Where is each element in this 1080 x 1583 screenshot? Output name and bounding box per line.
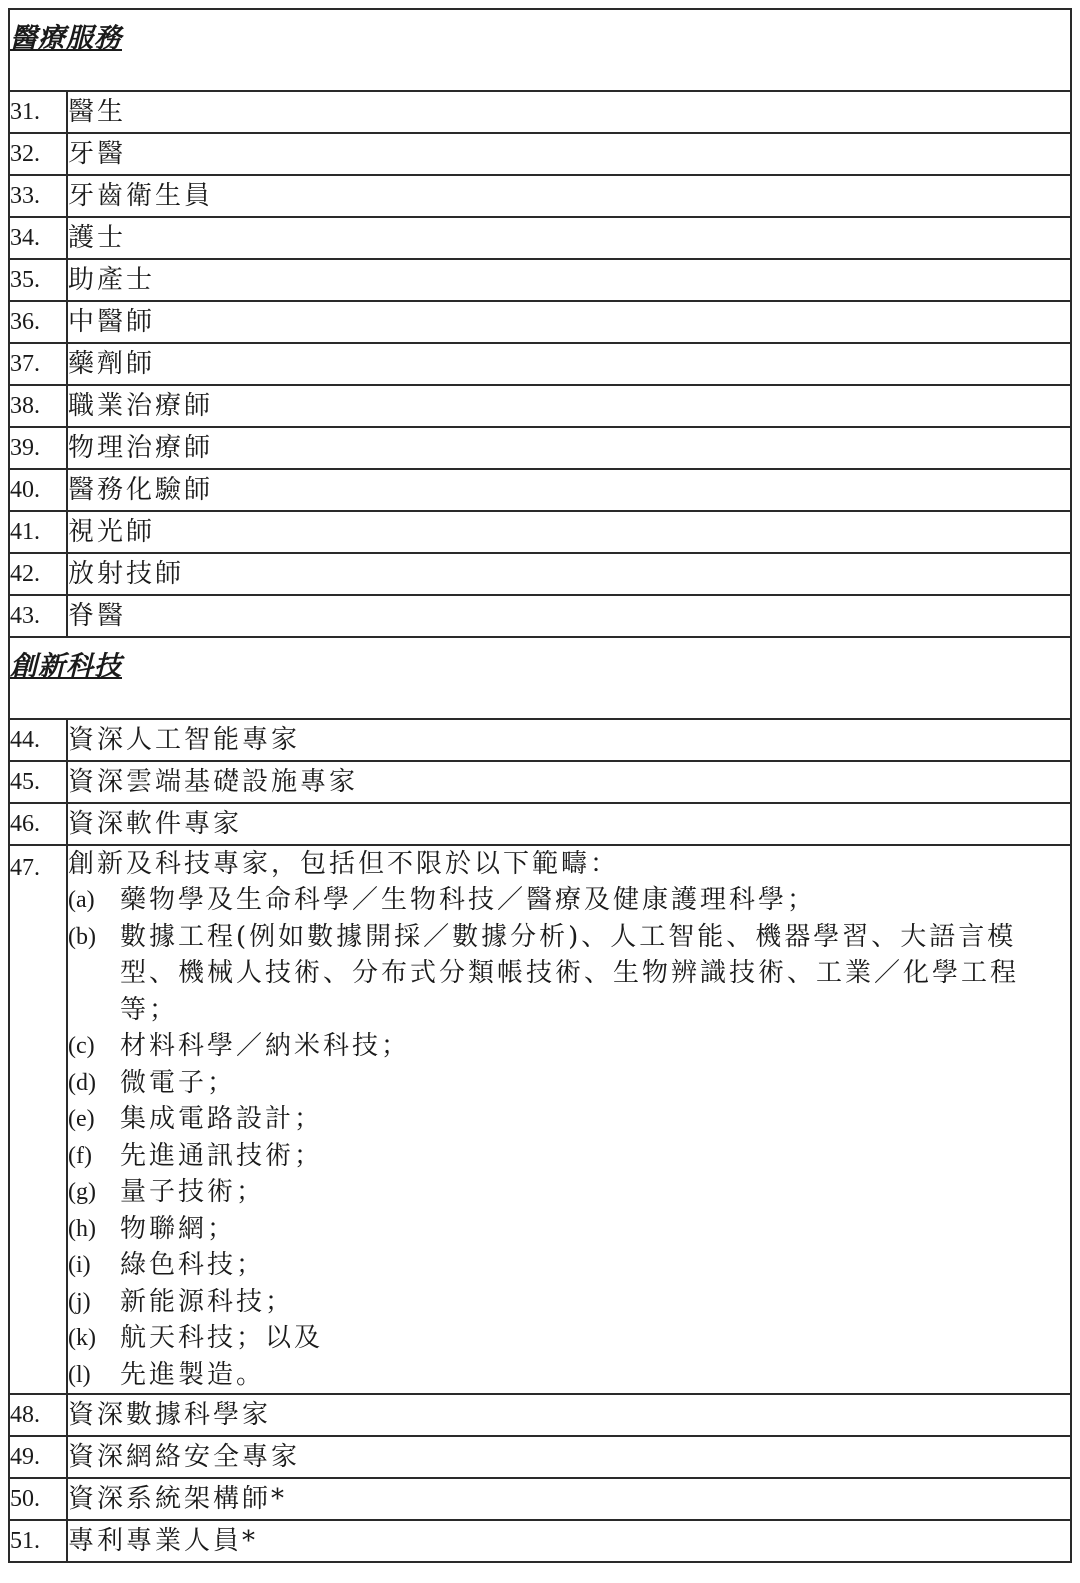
list-item <box>68 1357 1070 1394</box>
sub-item-text: 微電子； <box>120 1067 237 1098</box>
table-row <box>9 385 1071 427</box>
item-number: 38. <box>9 385 67 427</box>
sub-item-marker: (d) <box>68 1069 96 1096</box>
list-item <box>68 1138 1070 1175</box>
item-number: 42. <box>9 553 67 595</box>
table-row <box>9 259 1071 301</box>
occupation-label: 視光師 <box>67 511 1071 553</box>
table-row <box>9 511 1071 553</box>
section-title: 醫療服務 <box>10 23 122 54</box>
item-number: 31. <box>9 91 67 133</box>
item-number: 36. <box>9 301 67 343</box>
table-row <box>9 133 1071 175</box>
section-header-cell <box>9 9 1071 91</box>
sub-item-text: 先進製造。 <box>120 1359 266 1390</box>
table-row <box>9 761 1071 803</box>
occupation-label: 資深軟件專家 <box>67 803 1071 845</box>
table-row <box>9 553 1071 595</box>
list-item <box>68 1065 1070 1102</box>
list-item <box>68 1284 1070 1321</box>
occupation-label: 牙齒衛生員 <box>67 175 1071 217</box>
list-item <box>68 1174 1070 1211</box>
item-number: 43. <box>9 595 67 637</box>
sub-item-marker: (h) <box>68 1215 96 1242</box>
occupation-label: 護士 <box>67 217 1071 259</box>
table-row <box>9 595 1071 637</box>
table-row <box>9 301 1071 343</box>
item-number: 35. <box>9 259 67 301</box>
item-number: 34. <box>9 217 67 259</box>
occupation-label: 牙醫 <box>67 133 1071 175</box>
occupation-label: 藥劑師 <box>67 343 1071 385</box>
sub-item-marker: (l) <box>68 1361 91 1388</box>
sub-item-text: 數據工程(例如數據開採／數據分析)、人工智能、機器學習、大語言模型、機械人技術、分布式分類帳技術、生物辨識技術、工業／化學工程等； <box>120 921 1020 1025</box>
occupation-label: 資深系統架構師* <box>67 1478 1071 1520</box>
item-number: 45. <box>9 761 67 803</box>
table-row <box>9 845 1071 1394</box>
sub-item-text: 綠色科技； <box>120 1250 266 1280</box>
table-row <box>9 1478 1071 1520</box>
list-item <box>68 919 1070 1029</box>
occupation-label: 資深人工智能專家 <box>67 719 1071 761</box>
table-row <box>9 1520 1071 1562</box>
talent-list-table <box>8 8 1072 1563</box>
item-number: 47. <box>9 845 67 1394</box>
sub-item-text: 航天科技；以及 <box>120 1323 324 1353</box>
sub-item-text: 新能源科技； <box>120 1286 295 1317</box>
item-number: 32. <box>9 133 67 175</box>
table-row <box>9 343 1071 385</box>
list-item <box>68 1101 1070 1138</box>
item-number: 41. <box>9 511 67 553</box>
sub-item-marker: (k) <box>68 1325 96 1351</box>
item-number: 49. <box>9 1436 67 1478</box>
sub-item-marker: (f) <box>68 1142 92 1169</box>
occupation-label: 物理治療師 <box>67 427 1071 469</box>
item-number: 48. <box>9 1394 67 1436</box>
sub-item-text: 集成電路設計； <box>120 1104 324 1134</box>
occupation-label: 資深雲端基礎設施專家 <box>67 761 1071 803</box>
sub-item-marker: (c) <box>68 1033 95 1059</box>
sub-item-text: 藥物學及生命科學／生物科技／醫療及健康護理科學； <box>120 885 817 915</box>
sub-item-marker: (b) <box>68 923 96 950</box>
sub-item-marker: (i) <box>68 1252 91 1278</box>
item-number: 44. <box>9 719 67 761</box>
item-number: 39. <box>9 427 67 469</box>
occupation-label: 資深網絡安全專家 <box>67 1436 1071 1478</box>
occupation-label: 中醫師 <box>67 301 1071 343</box>
list-item <box>68 1028 1070 1065</box>
table-row <box>9 217 1071 259</box>
table-row <box>9 427 1071 469</box>
list-item <box>68 882 1070 919</box>
item-number: 40. <box>9 469 67 511</box>
sub-item-marker: (e) <box>68 1106 95 1132</box>
section-title: 創新科技 <box>10 651 122 682</box>
table-row <box>9 1394 1071 1436</box>
occupation-label: 醫生 <box>67 91 1071 133</box>
occupation-label: 放射技師 <box>67 553 1071 595</box>
table-row <box>9 1436 1071 1478</box>
sub-item-text: 先進通訊技術； <box>120 1140 324 1171</box>
item-number: 51. <box>9 1520 67 1562</box>
item-number: 37. <box>9 343 67 385</box>
table-row <box>9 91 1071 133</box>
sub-item-marker: (g) <box>68 1179 96 1205</box>
occupation-cell <box>67 845 1071 1394</box>
item-number: 33. <box>9 175 67 217</box>
occupation-label: 脊醫 <box>67 595 1071 637</box>
table-row <box>9 175 1071 217</box>
occupation-label: 助產士 <box>67 259 1071 301</box>
sub-item-text: 物聯網； <box>120 1213 237 1244</box>
item-number: 46. <box>9 803 67 845</box>
list-item <box>68 1320 1070 1357</box>
list-item <box>68 1247 1070 1284</box>
table-row <box>9 803 1071 845</box>
occupation-label: 專利專業人員* <box>67 1520 1071 1562</box>
occupation-label: 創新及科技專家，包括但不限於以下範疇： <box>68 849 620 879</box>
occupation-label: 醫務化驗師 <box>67 469 1071 511</box>
sub-item-text: 材料科學／納米科技； <box>120 1031 411 1061</box>
occupation-label: 職業治療師 <box>67 385 1071 427</box>
table-row <box>9 469 1071 511</box>
sub-item-marker: (j) <box>68 1288 91 1315</box>
item-number: 50. <box>9 1478 67 1520</box>
list-item <box>68 1211 1070 1248</box>
section-header-row <box>9 637 1071 719</box>
sub-item-text: 量子技術； <box>120 1177 266 1207</box>
occupation-label: 資深數據科學家 <box>67 1394 1071 1436</box>
section-header-cell <box>9 637 1071 719</box>
section-header-row <box>9 9 1071 91</box>
sub-item-marker: (a) <box>68 887 95 913</box>
table-row <box>9 719 1071 761</box>
